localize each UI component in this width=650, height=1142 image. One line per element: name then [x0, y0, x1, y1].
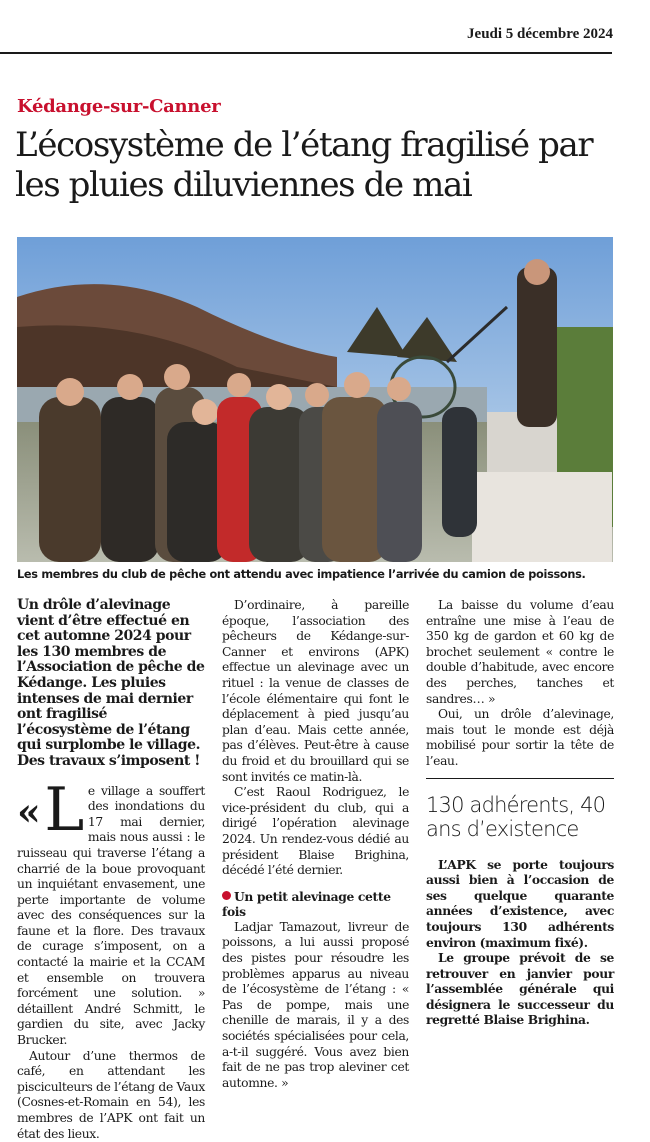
body-paragraph-7: Oui, un drôle d’alevinage, mais tout le monde est déjà mobilisé pour sortir la tête de l’eau. [426, 707, 614, 768]
body-paragraph-6: La baisse du volume d’eau entraîne une mise à l’eau de 350 kg de gardon et 60 kg de brochet seulement « contre le double d’habitude, avec encore des perches, tanches et sandres… » [426, 598, 614, 706]
body-paragraph-2: Autour d’une thermos de café, en attendant les pisciculteurs de l’étang de Vaux (Cosnes-et-Romain en 54), les membres de l’APK ont fait un état des lieux. [17, 1048, 205, 1141]
body-paragraph-4: C’est Raoul Rodriguez, le vice-président du club, qui a dirigé l’opération alevinage 2024. Un rendez-vous dédié au président Blaise Brighina, décédé l’été dernier. [222, 785, 409, 878]
article-kicker: Kédange-sur-Canner [17, 96, 221, 117]
photo-caption: Les membres du club de pêche ont attendu avec impatience l’arrivée du camion de poissons. [17, 568, 586, 581]
sidebar-paragraph-1: L’APK se porte toujours aussi bien à l’occasion de ses quelque quarante années d’existence, avec toujours 130 adhérents environ (maximum fixé). [426, 856, 614, 950]
article-lead: Un drôle d’alevinage vient d’être effectué en cet automne 2024 pour les 130 membres de l’Association de pêche de Kédange. Les pluies intenses de mai dernier ont fragilisé l’écosystème de l’étang qui surplombe le village. Des travaux s’imposent ! [17, 597, 205, 769]
dropcap-paragraph [17, 774, 205, 1049]
issue-date: Jeudi 5 décembre 2024 [467, 26, 613, 42]
column-2 [222, 598, 409, 1091]
article-headline: L’écosystème de l’étang fragilisé par les pluies diluviennes de mai [15, 125, 593, 205]
group-photo-fishing-club-icon [17, 237, 613, 562]
column-1 [17, 598, 205, 1142]
open-quote-mark: « [17, 788, 41, 834]
red-bullet-icon [222, 891, 231, 900]
sidebar-box [426, 793, 614, 1029]
column-3 [426, 598, 614, 1028]
sidebar-title: 130 adhérents, 40 ans d’existence [426, 792, 606, 841]
body-paragraph-1: e village a souffert des inondations du 17 mai dernier, mais nous aussi : le ruisseau qui traverse l’étang a charrié de la boue provoquant un inquiétant envasement, une perte importante de volume avec des conséquences sur la faune et la flore. Des travaux de curage s’imposent, on a contacté la mairie et la CCAM et ensemble on trouvera forcément une solution. » détaillent André Schmitt, le gardien du site, avec Jacky Brucker. [17, 783, 205, 1048]
article-photo [17, 237, 613, 562]
subhead-text: Un petit alevinage cette fois [222, 888, 391, 920]
sidebar-rule [426, 778, 614, 779]
header-rule [0, 52, 612, 54]
drop-cap-letter: L [44, 774, 84, 845]
sidebar-paragraph-2: Le groupe prévoit de se retrouver en janvier pour l’assemblée générale qui désignera le successeur du regretté Blaise Brighina. [426, 950, 614, 1028]
subhead [222, 889, 409, 920]
body-paragraph-3: D’ordinaire, à pareille époque, l’association des pêcheurs de Kédange-sur-Canner et environs (APK) effectue un alevinage avec un rituel : la venue de classes de l’école élémentaire qui font le déplacement à pied jusqu’au plan d’eau. Mais cette année, pas d’élèves. Peut-être à cause du froid et du brouillard qui se sont invités ce matin-là. [222, 598, 409, 784]
body-paragraph-5: Ladjar Tamazout, livreur de poissons, a lui aussi proposé des pistes pour résoudre les problèmes apparus au niveau de l’écosystème de l’étang : « Pas de pompe, mais une chenille de marais, il y a des sociétés spécialisées pour cela, a-t-il suggéré. Vous avez bien fait de ne pas trop aleviner cet automne. » [222, 919, 409, 1090]
